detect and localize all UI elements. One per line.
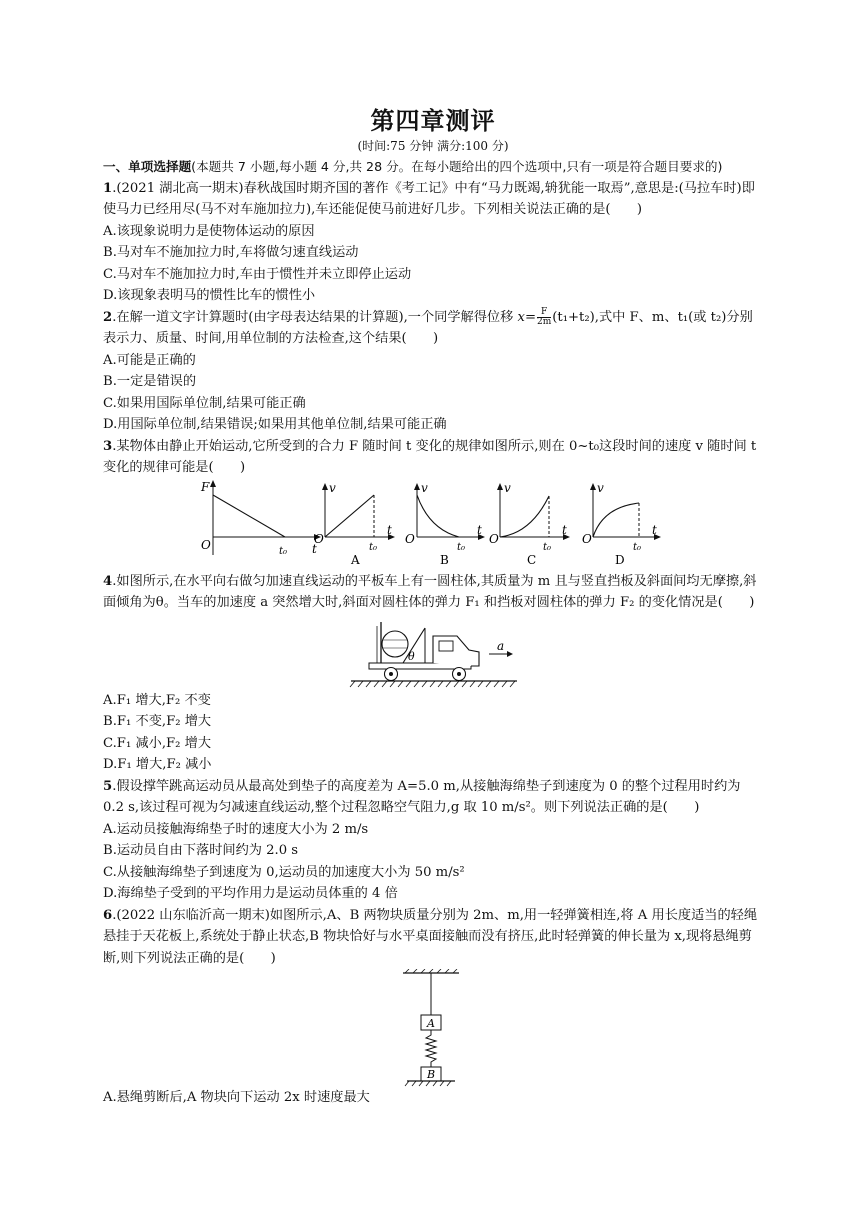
axis-label-v: v: [504, 480, 511, 495]
origin-label: O: [582, 531, 592, 546]
tick-label-t0: t₀: [279, 545, 288, 557]
question-6: [103, 905, 763, 1109]
question-text: .如图所示,在水平向右做匀加速直线运动的平板车上有一圆柱体,其质量为 m 且与竖直挡板及斜面间均无摩擦,斜面倾角为θ。当车的加速度 a 突然增大时,斜面对圆柱体的弹力 F₁ 和挡板对圆柱体的弹力 F₂ 的变化情况是( ): [103, 573, 757, 610]
question-3: [103, 436, 763, 571]
option-a: A.该现象说明力是使物体运动的原因: [103, 223, 315, 239]
axis-label-t: t: [652, 522, 657, 537]
option-b: B.F₁ 不变,F₂ 增大: [103, 714, 212, 729]
option-label-b: B: [440, 552, 449, 567]
question-text: .某物体由静止开始运动,它所受到的合力 F 随时间 t 变化的规律如图所示,则在 0~t₀这段时间的速度 v 随时间 t 变化的规律可能是( ): [103, 438, 757, 475]
block-b-label: B: [427, 1068, 436, 1081]
question-2: [103, 307, 763, 436]
question-6-stem: [103, 905, 763, 970]
graph-option-a: [314, 481, 395, 567]
question-4-stem: [103, 571, 763, 614]
fraction-denominator: 2m: [537, 316, 552, 327]
tick-label-t0: t₀: [369, 541, 378, 553]
section-heading: [103, 156, 763, 178]
tick-label-t0: t₀: [633, 541, 642, 553]
axis-label-t: t: [312, 541, 317, 556]
q3-graphs-figure: [103, 479, 763, 571]
question-1: [103, 178, 763, 307]
formula-fraction: [537, 308, 551, 327]
question-number: 5: [103, 778, 113, 794]
acceleration-label: a: [497, 638, 505, 653]
origin-label: O: [405, 531, 415, 546]
origin-label: O: [489, 531, 499, 546]
axis-label-v: v: [597, 480, 604, 495]
axis-label-v: v: [421, 480, 428, 495]
option-d: D.F₁ 增大,F₂ 减小: [103, 757, 212, 772]
question-4: [103, 571, 763, 776]
page-subtitle: (时间:75 分钟 满分:100 分): [357, 139, 509, 153]
graph-option-d: [582, 481, 661, 567]
graph-force-time: [200, 480, 321, 557]
question-number: 2: [103, 309, 113, 325]
tick-label-t0: t₀: [457, 541, 466, 553]
question-number: 6: [103, 907, 113, 923]
angle-label-theta: θ: [408, 649, 415, 663]
section-description: (本题共 7 小题,每小题 4 分,共 28 分。在每小题给出的四个选项中,只有一项是符合题目要求的): [191, 159, 723, 174]
question-5: [103, 776, 763, 905]
option-label-a: A: [351, 552, 360, 567]
block-a-label: A: [427, 1017, 435, 1030]
axis-label-f: F: [201, 479, 210, 494]
graph-option-b: [405, 481, 485, 567]
option-b: B.马对车不施加拉力时,车将做匀速直线运动: [103, 245, 359, 260]
fraction-numerator: F: [537, 308, 551, 318]
option-c: C.马对车不施加拉力时,车由于惯性并未立即停止运动: [103, 266, 412, 282]
option-label-d: D: [615, 552, 625, 567]
origin-label: O: [314, 531, 324, 546]
question-number: 4: [103, 573, 113, 589]
axis-label-t: t: [387, 522, 392, 537]
question-1-stem: [103, 178, 763, 221]
tick-label-t0: t₀: [543, 541, 552, 553]
page-title: 第四章测评: [370, 107, 496, 135]
question-text: .假设撑竿跳高运动员从最高处到垫子的高度差为 A=5.0 m,从接触海绵垫子到速度为 0 的整个过程用时约为 0.2 s,该过程可视为匀减速直线运动,整个过程忽略空气阻力,g 取 10 m/s²。则下列说法正确的是( ): [103, 778, 741, 815]
option-b: B.运动员自由下落时间约为 2.0 s: [103, 843, 299, 858]
question-5-stem: [103, 776, 763, 819]
q6-spring-figure: [103, 969, 763, 1087]
option-b: B.一定是错误的: [103, 374, 197, 389]
option-a: A.F₁ 增大,F₂ 不变: [103, 692, 211, 708]
option-c: C.F₁ 减小,F₂ 增大: [103, 735, 212, 751]
option-d: D.海绵垫子受到的平均作用力是运动员体重的 4 倍: [103, 886, 398, 901]
question-2-stem: 2.在解一道文字计算题时(由字母表达结果的计算题),一个同学解得位移 x= $\frac{F}{2m}$ (t₁+t₂),式中 F、m、t₁(或 t₂)分别表示力、质量、时间,用单位制的方法检查,这个结果( ): [103, 306, 753, 346]
axis-label-t: t: [477, 522, 482, 537]
option-a: A.运动员接触海绵垫子时的速度大小为 2 m/s: [103, 821, 369, 837]
question-3-stem: [103, 436, 763, 479]
question-number: 1: [103, 180, 113, 196]
question-number: 3: [103, 438, 113, 454]
document-page: [103, 104, 763, 1109]
option-c: C.从接触海绵垫子到速度为 0,运动员的加速度大小为 50 m/s²: [103, 864, 465, 880]
option-d: D.用国际单位制,结果错误;如果用其他单位制,结果可能正确: [103, 417, 447, 432]
q4-truck-figure: [103, 614, 763, 690]
option-label-c: C: [527, 552, 537, 567]
axis-label-t: t: [562, 522, 567, 537]
graph-option-c: [489, 481, 570, 567]
option-d: D.该现象表明马的惯性比车的惯性小: [103, 288, 316, 303]
option-a: A.可能是正确的: [103, 352, 196, 368]
section-label: 一、单项选择题: [103, 159, 192, 174]
option-c: C.如果用国际单位制,结果可能正确: [103, 395, 306, 411]
origin-label: O: [201, 537, 211, 552]
question-text: .(2022 山东临沂高一期末)如图所示,A、B 两物块质量分别为 2m、m,用一轻弹簧相连,将 A 用长度适当的轻绳悬挂于天花板上,系统处于静止状态,B 物块恰好与水平桌面接触而没有挤压,此时轻弹簧的伸长量为 x,现将悬绳剪断,则下列说法正确的是( ): [103, 907, 758, 966]
question-text-b: (t₁+t₂),式中 F、m、t₁(或 t₂)分别表示力、质量、时间,用单位制的方法检查,这个结果( ): [103, 309, 753, 346]
option-a: A.悬绳剪断后,A 物块向下运动 2x 时速度最大: [103, 1090, 370, 1105]
question-text: .(2021 湖北高一期末)春秋战国时期齐国的著作《考工记》中有“马力既竭,辀犹能一取焉”,意思是:(马拉车时)即使马力已经用尽(马不对车施加拉力),车还能促使马前进好几步。下列相关说法正确的是( ): [103, 180, 755, 217]
axis-label-v: v: [329, 480, 336, 495]
question-text-a: .在解一道文字计算题时(由字母表达结果的计算题),一个同学解得位移: [112, 309, 518, 325]
